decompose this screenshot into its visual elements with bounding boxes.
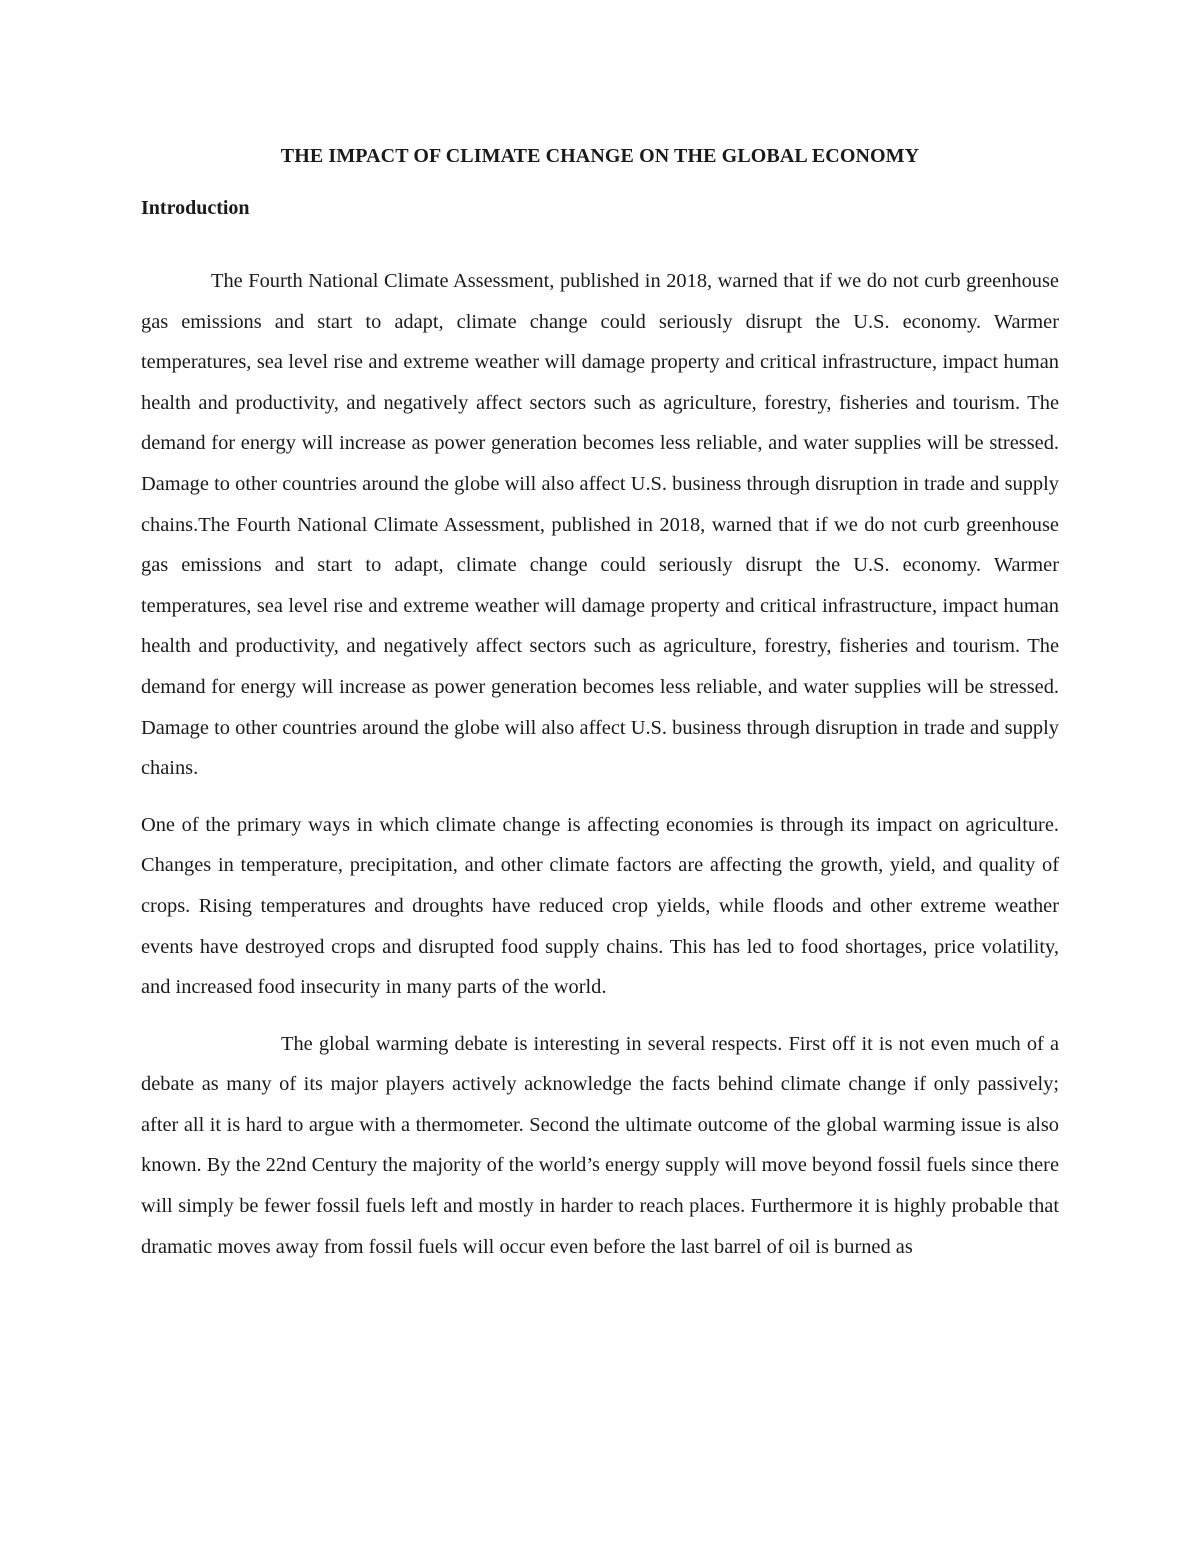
paragraph-2: One of the primary ways in which climate change is affecting economies is through its impact on agriculture. Changes in temperature, precipitation, and other climate factors are affecting the growth, yield, and quality of crops. Rising temperatures and droughts have reduced crop yields, while floods and other extreme weather events have destroyed crops and disrupted food supply chains. This has led to food shortages, price volatility, and increased food insecurity in many parts of the world.: [141, 813, 1059, 999]
section-heading-introduction: Introduction: [141, 197, 250, 219]
document-title: THE IMPACT OF CLIMATE CHANGE ON THE GLOBAL ECONOMY: [280, 145, 920, 167]
document-page: [141, 138, 1059, 1267]
paragraph-1: The Fourth National Climate Assessment, published in 2018, warned that if we do not curb greenhouse gas emissions and start to adapt, climate change could seriously disrupt the U.S. economy. Warmer temperatures, sea level rise and extreme weather will damage property and critical infrastructure, impact human health and productivity, and negatively affect sectors such as agriculture, forestry, fisheries and tourism. The demand for energy will increase as power generation becomes less reliable, and water supplies will be stressed. Damage to other countries around the globe will also affect U.S. business through disruption in trade and supply chains.The Fourth National Climate Assessment, published in 2018, warned that if we do not curb greenhouse gas emissions and start to adapt, climate change could seriously disrupt the U.S. economy. Warmer temperatures, sea level rise and extreme weather will damage property and critical infrastructure, impact human health and productivity, and negatively affect sectors such as agriculture, forestry, fisheries and tourism. The demand for energy will increase as power generation becomes less reliable, and water supplies will be stressed. Damage to other countries around the globe will also affect U.S. business through disruption in trade and supply chains.: [141, 270, 1059, 780]
paragraph-3: The global warming debate is interesting in several respects. First off it is not even much of a debate as many of its major players actively acknowledge the facts behind climate change if only passively; after all it is hard to argue with a thermometer. Second the ultimate outcome of the global warming issue is also known. By the 22nd Century the majority of the world’s energy supply will move beyond fossil fuels since there will simply be fewer fossil fuels left and mostly in harder to reach places. Furthermore it is highly probable that dramatic moves away from fossil fuels will occur even before the last barrel of oil is burned as: [141, 1032, 1059, 1258]
